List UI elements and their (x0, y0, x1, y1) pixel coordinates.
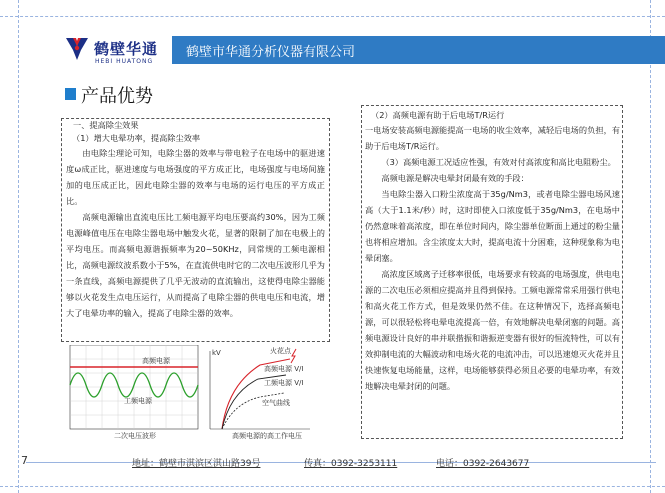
label-hf-source: 高频电源 (142, 357, 170, 365)
left-subhead: 一、提高除尘效果 (73, 120, 139, 130)
left-paragraph-1: 由电除尘理论可知，电除尘器的效率与带电粒子在电场中的驱进速度ω成正比，驱进速度与电场强度的平方成正比，电场强度与电场间施加的电压成正比，因此电除尘器的效率与电场的运行电压的平方成正比。 (66, 148, 325, 206)
bleed-line-right (650, 0, 651, 493)
y-axis-unit: kV (212, 349, 221, 357)
bleed-line-bottom (0, 486, 665, 487)
logo-text-cn: 鹤壁华通 (94, 40, 159, 58)
right-sub-2: （2）高频电源有助于后电场T/R运行 (371, 110, 505, 120)
left-text-panel (61, 118, 330, 342)
square-bullet-icon (65, 88, 76, 100)
bleed-line-top (0, 16, 665, 17)
bleed-line-left (18, 0, 19, 493)
label-air-curve: 空气曲线 (262, 399, 290, 407)
right-text-panel (361, 105, 623, 439)
logo-emblem-icon (64, 34, 90, 62)
right-paragraph-4: 高浓度区域离子迁移率很低，电场要求有较高的电场强度，供电电源的二次电压必须相应提高并且得到保持。工频电源常常采用强行供电和高火花工作方式，但是效果仍然不佳。在这种情况下，选择高频电源，可以很轻松将电晕电流提高一倍，有效地解决电晕闭塞的问题。高频电源设计良好的串并联揩振和谐振逆变器有很好的恒流特性，可以有效抑制电流的大幅波动和电场火花的电流冲击，可以迅速熄灭火花并且快速恢复电场能量，这样，电场能够获得必须且必要的电晕功率，有效地解决电晕封闭的问题。 (365, 269, 620, 391)
vi-caption: 高频电源的高工作电压 (232, 432, 302, 440)
right-sub-3: （3）高频电源工况适应性强，有效对付高浓度和高比电阻粉尘。 (381, 157, 616, 167)
spark-icon (291, 349, 296, 363)
company-logo (64, 30, 164, 72)
header-bar (172, 36, 665, 64)
figure-waveforms (64, 345, 330, 440)
right-paragraph-3: 当电除尘器入口粉尘浓度高于35g/Nm3，或者电除尘器电场风速高（大于1.1米/秒）时，这时即使入口浓度低于35g/Nm3，在电场中仍然意味着高浓度，即在单位时间内，除尘器单位断面上通过的粉尘量也将相应增加。含尘浓度太大时，提高电流十分困难，这种现象称为电晕闭塞。 (365, 189, 620, 263)
label-pf-curve: 工频电源 V/I (264, 379, 304, 387)
left-sub-1: （1）增大电晕功率，提高除尘效率 (72, 133, 201, 143)
right-paragraph-1: 一电场安装高频电源能提高一电场的收尘效率，减轻后电场的负担，有助于后电场T/R运行。 (365, 125, 620, 151)
logo-text-en: HEBI HUATONG (95, 58, 154, 65)
label-hf-curve: 高频电源 V/I (264, 365, 304, 373)
left-paragraph-2: 高频电源输出直流电压比工频电源平均电压要高约30%，因为工频电源峰值电压在电除尘器电场中触发火花，显著的限制了加在电极上的平均电压。而高频电源谐振频率为20~50KHz，同常规的工频电源相比，高频电源纹波系数小于5%，在直流供电时它的二次电压波形几乎为一条直线，高频电源提供了几乎无波动的直流输出，这使得电除尘器能够以火花发生点电压运行，从而提高了电除尘器的供电电压和电流，增大了电晕功率的输入，提高了电除尘器的效率。 (66, 212, 325, 318)
footer-fax: 传真：0392-3253111 (304, 459, 398, 469)
label-spark: 火花点 (270, 347, 291, 355)
footer-address: 地址：鹤壁市淇滨区淇山路39号 (132, 459, 261, 469)
section-title: 产品优势 (81, 86, 153, 107)
waveform-plot (70, 345, 198, 440)
footer-phone: 电话：0392-2643677 (436, 459, 530, 469)
label-pf-source: 工频电源 (124, 397, 152, 405)
vi-curve-plot (210, 346, 310, 440)
waveform-caption: 二次电压波形 (114, 432, 156, 440)
company-name: 鹤壁市华通分析仪器有限公司 (186, 45, 356, 60)
right-paragraph-2: 高频电源是解决电晕封闭最有效的手段： (381, 173, 529, 183)
page-number: 7 (21, 454, 28, 467)
